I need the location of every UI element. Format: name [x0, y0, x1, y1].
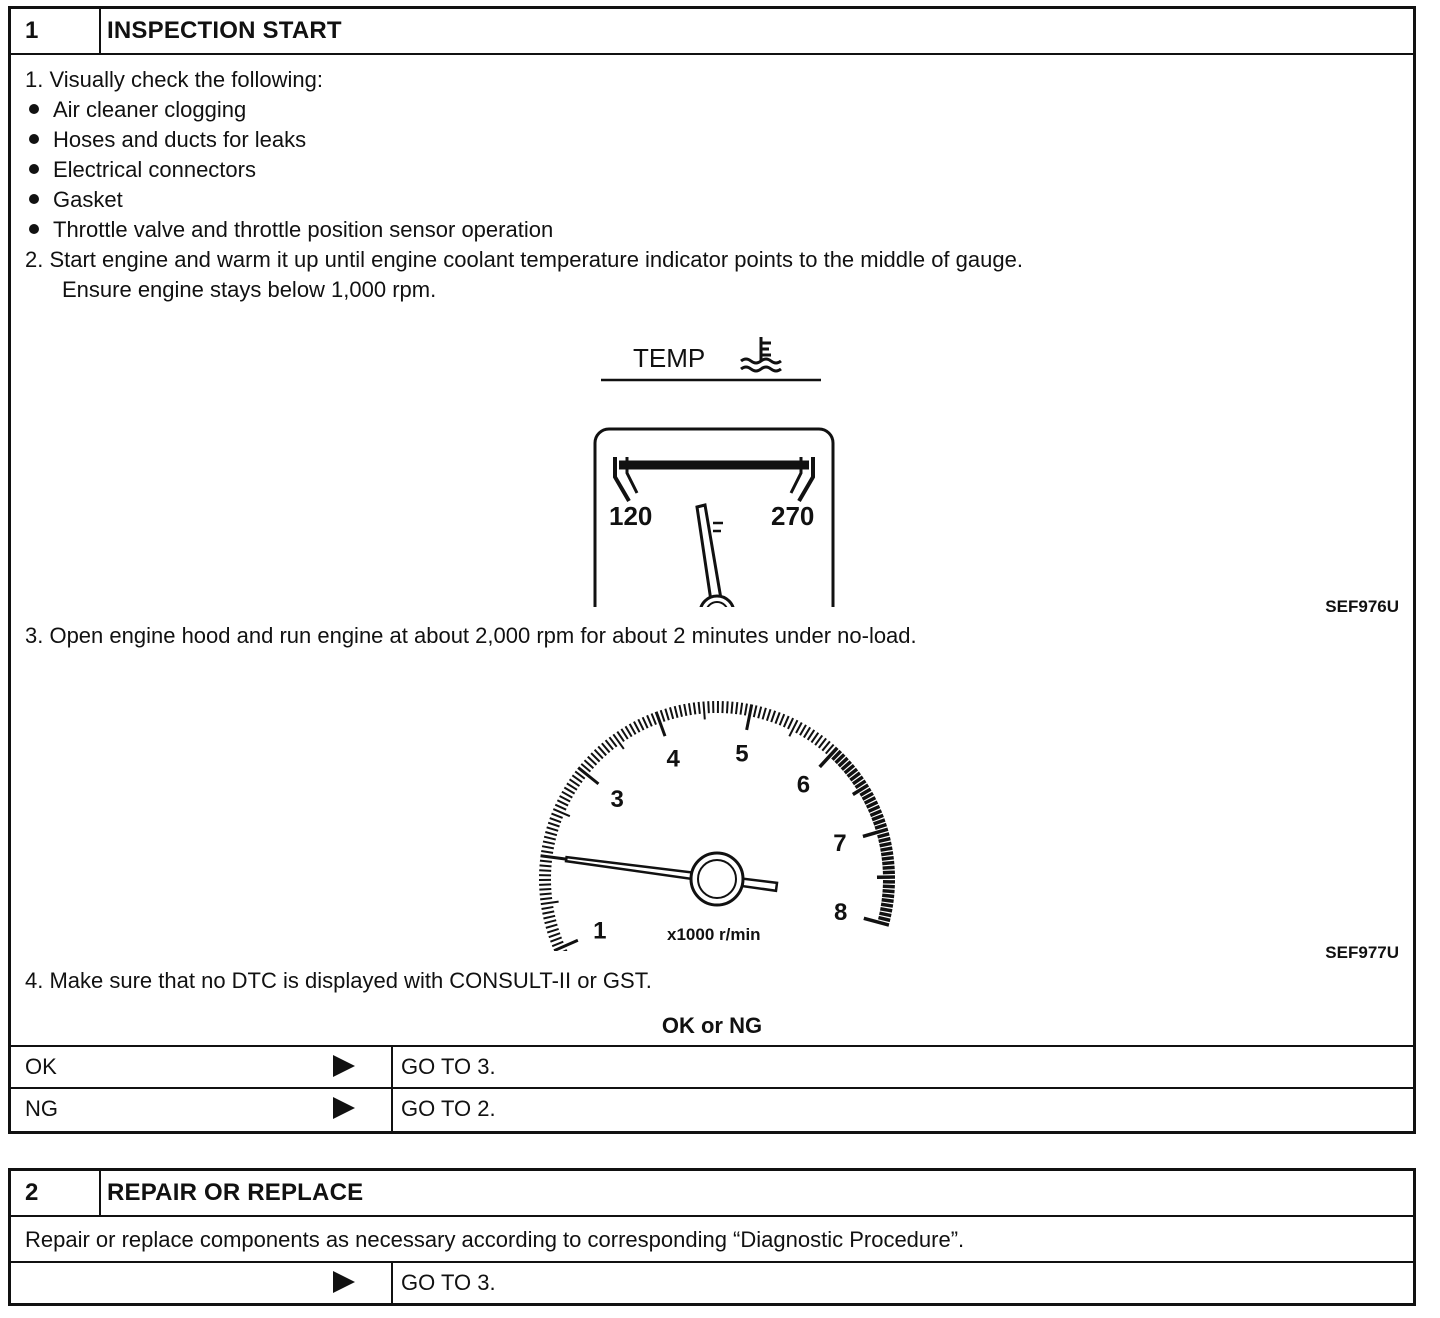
tachometer-tick: [550, 937, 561, 941]
tachometer-tick: [540, 898, 552, 899]
figure-code: SEF977U: [1325, 943, 1399, 962]
tachometer-tick: [883, 867, 895, 868]
tachometer-tick: [541, 856, 567, 859]
tachometer-tick: [630, 724, 636, 734]
tachometer-tick: [634, 722, 640, 733]
tachometer-tick: [679, 705, 682, 717]
tachometer-needle: [566, 857, 777, 891]
tachometer-tick: [883, 891, 895, 892]
tachometer-tick: [557, 800, 568, 805]
step-1-box: [8, 6, 1416, 1134]
tachometer-tick: [643, 717, 648, 728]
tachometer-tick: [647, 715, 652, 726]
gauge-low-label: 120: [609, 501, 653, 531]
instruction-2-note: Ensure engine stays below 1,000 rpm.: [62, 277, 437, 302]
instruction: Repair or replace components as necessary according to corresponding “Diagnostic Procedure”.: [25, 1227, 965, 1252]
tachometer-tick: [788, 718, 793, 729]
gauge-needle: [697, 505, 721, 601]
tachometer-tick: [882, 895, 894, 896]
bullet-icon: [29, 164, 39, 174]
bullet-icon: [29, 194, 39, 204]
tachometer-tick: [875, 825, 886, 829]
tachometer-tick: [652, 713, 656, 724]
tachometer-tick: [727, 701, 728, 713]
tachometer-tick: [540, 865, 552, 866]
tachometer-tick: [542, 846, 554, 848]
tachometer-tick: [796, 722, 802, 733]
tachometer-number: 3: [610, 785, 624, 813]
tachometer-tick: [638, 719, 643, 730]
tachometer-tick: [883, 886, 895, 887]
tachometer-tick: [545, 920, 557, 923]
tachometer-number: 5: [735, 740, 749, 768]
tachometer-tick: [747, 704, 752, 730]
tachometer-tick: [540, 861, 552, 862]
tachometer-tick: [736, 702, 737, 714]
ok-or-ng-question: OK or NG: [661, 1013, 763, 1038]
tachometer-tick: [547, 827, 558, 830]
tachometer-tick: [763, 708, 766, 720]
instruction-3: 3. Open engine hood and run engine at about 2,000 rpm for about 2 minutes under no-load.: [25, 623, 917, 648]
gauge-high-label: 270: [771, 501, 815, 531]
step-1-header: [11, 9, 1413, 55]
thermometer-icon: [741, 337, 781, 371]
arrow-right-icon: [331, 1269, 357, 1295]
tachometer-tick: [703, 702, 704, 720]
tachometer-tick: [549, 933, 560, 937]
tachometer-number: 4: [666, 745, 680, 773]
tachometer-tick: [548, 823, 559, 827]
tachometer-tick: [708, 701, 709, 713]
tachometer-tick: [740, 703, 742, 715]
temp-label: TEMP: [633, 343, 706, 373]
tachometer-tick: [878, 918, 890, 921]
step-2-header: [11, 1171, 1413, 1217]
tachometer-number: 7: [833, 830, 847, 858]
tachometer-tick: [543, 916, 555, 919]
tachometer-tick: [541, 902, 559, 905]
tachometer-tick: [882, 863, 894, 864]
tachometer-tick: [547, 929, 558, 933]
tachometer-unit: x1000 r/min: [667, 925, 761, 944]
tachometer-tick: [879, 913, 891, 915]
step-number: 1: [11, 9, 101, 53]
tachometer-tick: [767, 709, 771, 720]
tachometer-tick: [880, 843, 892, 845]
tachometer-tick: [694, 703, 696, 715]
tachometer-tick: [878, 834, 890, 837]
tachometer-tick: [551, 814, 562, 818]
tachometer-tick: [656, 712, 665, 736]
step-2-box: [8, 1168, 1416, 1306]
tachometer-numbers: [593, 740, 847, 951]
tachometer-tick: [775, 712, 779, 723]
tachometer-tick: [771, 711, 775, 722]
tachometer-tick: [542, 911, 554, 913]
tachometer-tick: [699, 702, 700, 714]
figure-code: SEF976U: [1325, 597, 1399, 616]
tachometer-tick: [880, 909, 892, 911]
tachometer-tick: [784, 716, 789, 727]
tachometer-tick: [872, 815, 883, 819]
temperature-gauge-illustration: [581, 317, 841, 607]
tachometer-tick: [780, 714, 785, 725]
tachometer-number: 6: [796, 771, 811, 799]
tachometer-tick: [540, 893, 552, 894]
tachometer-tick: [881, 904, 893, 906]
instruction-1: 1. Visually check the following:: [25, 67, 323, 92]
tachometer-tick: [745, 704, 747, 716]
tachometer-tick: [613, 734, 623, 749]
tachometer-tick: [539, 870, 551, 871]
tachometer-tick: [731, 702, 732, 714]
tachometer-tick: [541, 851, 553, 853]
tachometer-tick: [542, 907, 554, 909]
tachometer-tick: [689, 703, 691, 715]
tachometer-tick: [560, 796, 571, 802]
tachometer-tick: [554, 940, 578, 950]
go-to-action: GO TO 3.: [401, 1054, 496, 1079]
step-number: 2: [11, 1171, 101, 1215]
checklist-item: Hoses and ducts for leaks: [29, 127, 306, 153]
bullet-icon: [29, 104, 39, 114]
result-label: OK: [25, 1054, 57, 1079]
checklist-item: Electrical connectors: [29, 157, 256, 183]
step-title: REPAIR OR REPLACE: [107, 1179, 364, 1206]
checklist-item: Throttle valve and throttle position sensor operation: [29, 217, 553, 243]
checklist-item: Air cleaner clogging: [29, 97, 246, 123]
step-2-body: [11, 1217, 1413, 1305]
tachometer-illustration: [491, 651, 911, 951]
tachometer-tick: [661, 710, 665, 721]
arrow-right-icon: [331, 1095, 357, 1121]
instruction-2: 2. Start engine and warm it up until engine coolant temperature indicator points to the middle of gauge.: [25, 247, 1023, 272]
step-1-body: [11, 55, 1413, 1133]
tachometer-tick: [550, 818, 561, 822]
result-row: [11, 1261, 1413, 1305]
arrow-right-icon: [331, 1053, 357, 1079]
tachometer-tick: [882, 900, 894, 902]
tachometer-tick: [665, 709, 668, 720]
tachometer-tick: [545, 832, 557, 835]
tachometer-number: 8: [833, 899, 848, 927]
checklist-item: Gasket: [29, 187, 123, 213]
bullet-icon: [29, 134, 39, 144]
result-label: NG: [25, 1096, 58, 1121]
result-row-ok: [11, 1045, 1413, 1087]
tachometer-tick: [544, 837, 556, 840]
tachometer-tick: [543, 841, 555, 844]
tachometer-tick: [758, 707, 761, 719]
result-row-ng: [11, 1087, 1413, 1133]
tachometer-tick: [754, 705, 757, 717]
tachometer-tick: [546, 925, 558, 928]
tachometer-tick: [879, 839, 891, 842]
tachometer-tick: [562, 792, 572, 798]
tachometer-number: 1: [593, 917, 607, 945]
go-to-action: GO TO 2.: [401, 1096, 496, 1121]
step-title: INSPECTION START: [107, 17, 342, 44]
tachometer-tick: [670, 707, 673, 719]
tachometer-tick: [552, 942, 563, 947]
tachometer-tick: [874, 820, 885, 824]
tachometer-tick: [539, 889, 551, 890]
go-to-action: GO TO 3.: [401, 1270, 496, 1295]
tachometer-tick: [881, 853, 893, 855]
tachometer-tick: [675, 706, 678, 718]
tachometer-tick: [882, 858, 894, 859]
bullet-icon: [29, 224, 39, 234]
instruction-4: 4. Make sure that no DTC is displayed with CONSULT-II or GST.: [25, 968, 652, 993]
tachometer-tick: [684, 704, 686, 716]
tachometer-tick: [555, 805, 566, 810]
tachometer-tick: [880, 848, 892, 850]
